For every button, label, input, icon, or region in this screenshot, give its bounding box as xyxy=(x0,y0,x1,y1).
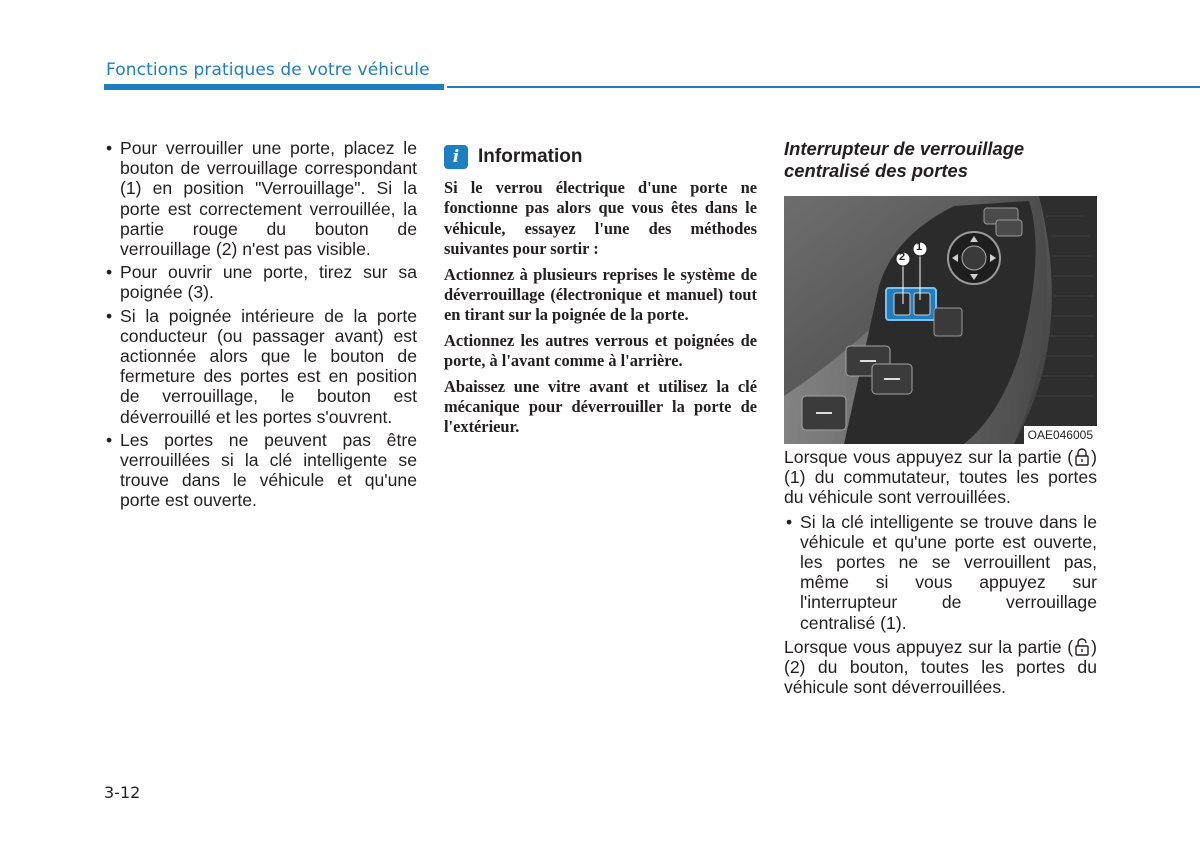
left-column xyxy=(104,138,417,514)
list-item: • Si la clé intelligente se trouve dans le véhicule et qu'une porte est ouverte, les portes ne se verrouillent pas, même si vous appuyez sur l'interrupteur de verrouillage centralisé (1). xyxy=(784,512,1097,633)
unlock-icon xyxy=(1074,638,1090,656)
list-item: • Si la poignée intérieure de la porte conducteur (ou passager avant) est actionnée alors que le bouton de fermeture des portes est en position de verrouillage, le bouton est déverrouillé et les portes s'ouvrent. xyxy=(104,306,417,427)
door-switch-figure xyxy=(784,196,1097,444)
right-column xyxy=(784,138,1097,697)
lock-paragraph-end: ) (1) du commutateur, toutes les portes du véhicule sont verrouillées. xyxy=(784,447,1097,508)
lock-paragraph xyxy=(784,447,1097,508)
callout-2: 2 xyxy=(899,251,906,263)
page-section-title: Fonctions pratiques de votre véhicule xyxy=(106,60,430,80)
information-box xyxy=(444,145,757,443)
unlock-paragraph xyxy=(784,637,1097,698)
figure-code: OAE046005 xyxy=(1024,426,1097,444)
unlock-paragraph-start: Lorsque vous appuyez sur la partie ( xyxy=(784,636,1074,657)
information-paragraph: Si le verrou électrique d'une porte ne fonctionne pas alors que vous êtes dans le véhicule, essayez l'une des méthodes suivantes pour sortir : xyxy=(444,178,757,259)
list-item: • Pour verrouiller une porte, placez le bouton de verrouillage correspondant (1) en position "Verrouillage". Si la porte est correctement verrouillée, la partie rouge du bouton de verrouillage (2) n'est pas visible. xyxy=(104,138,417,259)
header-rule-thin xyxy=(447,86,1200,88)
information-paragraph: Abaissez une vitre avant et utilisez la clé mécanique pour déverrouiller la porte de l'extérieur. xyxy=(444,376,757,437)
section-title: Interrupteur de verrouillage centralisé des portes xyxy=(784,138,1025,181)
info-icon: i xyxy=(444,145,468,169)
callout-1: 1 xyxy=(916,241,923,253)
list-item: • Les portes ne peuvent pas être verrouillées si la clé intelligente se trouve dans le véhicule et qu'une porte est ouverte. xyxy=(104,430,417,511)
header-rule-thick xyxy=(104,84,444,90)
list-item: • Pour ouvrir une porte, tirez sur sa poignée (3). xyxy=(104,262,417,302)
information-paragraph: Actionnez à plusieurs reprises le système de déverrouillage (électronique et manuel) tout en tirant sur la poignée de la porte. xyxy=(444,264,757,325)
information-header xyxy=(444,145,757,169)
information-paragraph: Actionnez les autres verrous et poignées de porte, à l'avant comme à l'arrière. xyxy=(444,330,757,371)
page-number: 3-12 xyxy=(104,783,141,802)
right-bullet-list xyxy=(784,512,1097,633)
unlock-paragraph-end: ) (2) du bouton, toutes les portes du véhicule sont déverrouillées. xyxy=(784,636,1097,698)
information-title: Information xyxy=(478,146,583,167)
left-bullet-list xyxy=(104,138,417,511)
door-switch-illustration xyxy=(784,196,1097,444)
lock-paragraph-start: Lorsque vous appuyez sur la partie ( xyxy=(784,447,1074,467)
lock-icon xyxy=(1074,448,1090,466)
